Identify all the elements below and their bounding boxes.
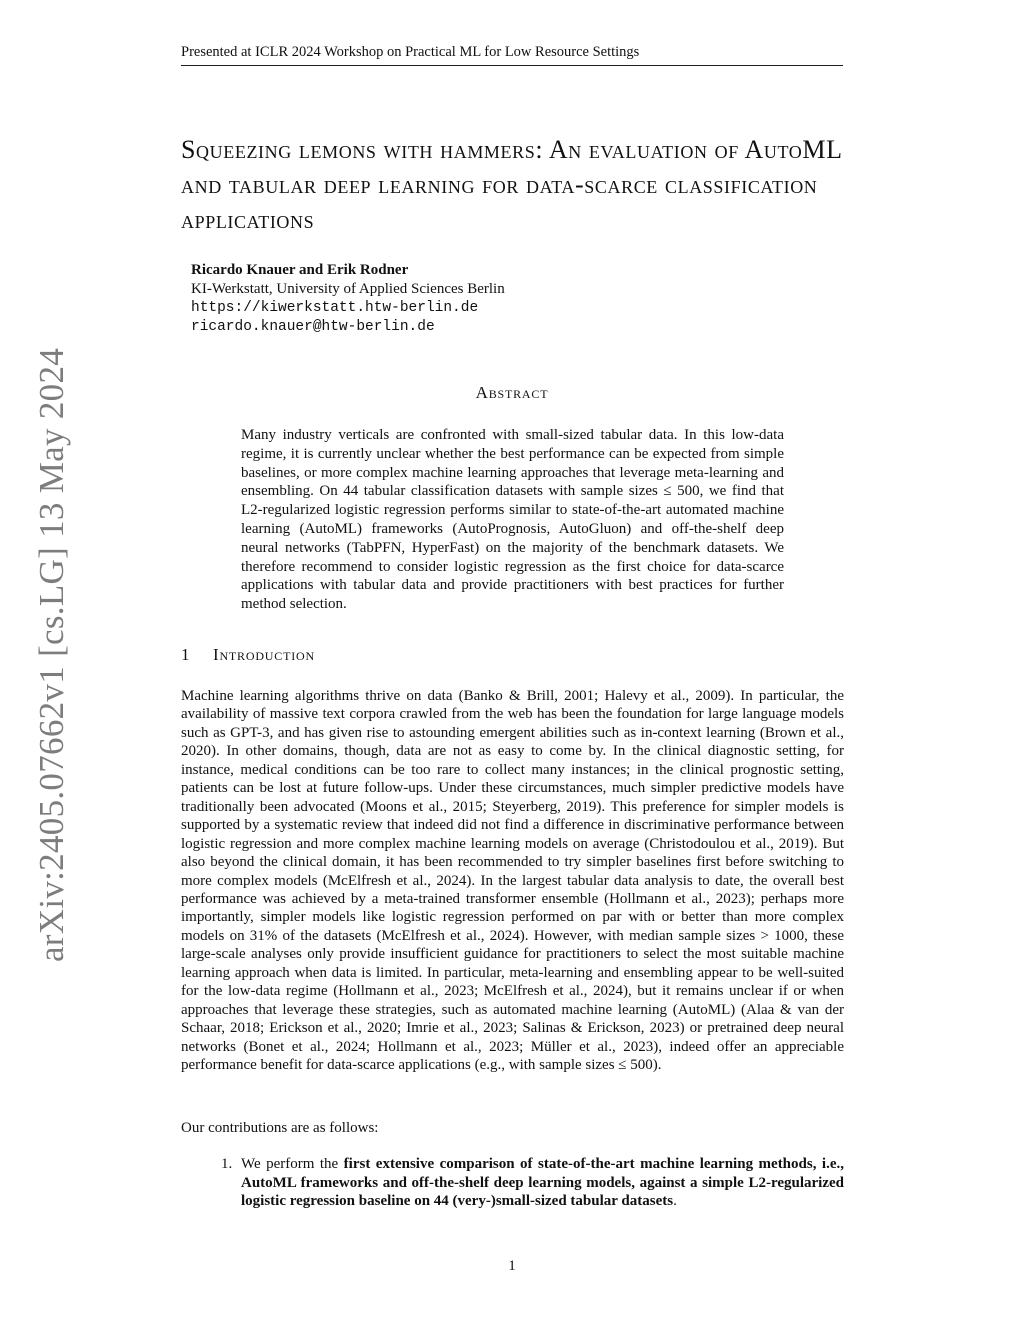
paper-title: Squeezing lemons with hammers: An evaluation of AutoML and tabular deep learning for data-scarce classification applications (181, 135, 842, 234)
list-item-bold-text: first extensive comparison of state-of-the-art machine learning methods, i.e., AutoML frameworks and off-the-shelf deep learning models, against a simple L2-regularized logistic regression baseline on 44 (very-)small-sized tabular datasets (241, 1156, 845, 1209)
author-url[interactable]: https://kiwerkstatt.htw-berlin.de (191, 300, 479, 316)
running-head: Presented at ICLR 2024 Workshop on Practical ML for Low Resource Settings (181, 44, 843, 66)
introduction-paragraph: Machine learning algorithms thrive on data (Banko & Brill, 2001; Halevy et al., 2009). In particular, the availability of massive text corpora crawled from the web has been the foundation for large language models such as GPT-3, and has given rise to astounding emergent abilities such as in-context learning (Brown et al., 2020). In other domains, though, data are not as easy to come by. In the clinical diagnostic setting, for instance, medical conditions can be too rare to collect many instances; in the clinical prognostic setting, patients can be lost at future follow-ups. Under these circumstances, much simpler predictive models have traditionally been advocated (Moons et al., 2015; Steyerberg, 2019). This preference for simpler models is supported by a systematic review that indeed did not find a difference in discriminative performance between logistic regression and more complex machine learning models on average (Christodoulou et al., 2019). But also beyond the clinical domain, it has been recommended to try simpler baselines first before switching to more complex models (McElfresh et al., 2024). In the largest tabular data analysis to date, the overall best performance was achieved by a meta-trained transformer ensemble (Hollmann et al., 2023); perhaps more importantly, simpler models like logistic regression performed on par with or better than more complex models on 31% of the datasets (McElfresh et al., 2024). However, with median sample sizes > 1000, these large-scale analyses only provide insufficient guidance for practitioners to select the most suitable machine learning approach when data is limited. In particular, meta-learning and ensembling appear to be well-suited for the low-data regime (Hollmann et al., 2023; McElfresh et al., 2024), but it remains unclear if or when approaches that leverage these strategies, such as automated machine learning (AutoML) (Alaa & van der Schaar, 2018; Erickson et al., 2020; Imrie et al., 2023; Salinas & Erickson, 2023) or pretrained deep neural networks (Bonet et al., 2024; Hollmann et al., 2023; Müller et al., 2023), indeed offer an appreciable performance benefit for data-scarce applications (e.g., with sample sizes ≤ 500). (181, 688, 844, 1074)
contributions-list (221, 1155, 844, 1211)
list-item (221, 1155, 844, 1211)
abstract-text: Many industry verticals are confronted with small-sized tabular data. In this low-data regime, it is currently unclear whether the best performance can be expected from simple baselines, or more complex machine learning approaches that leverage meta-learning and ensembling. On 44 tabular classification datasets with sample sizes ≤ 500, we find that L2-regularized logistic regression performs similar to state-of-the-art automated machine learning (AutoML) frameworks (AutoPrognosis, AutoGluon) and off-the-shelf deep neural networks (TabPFN, HyperFast) on the majority of the benchmark datasets. We therefore recommend to consider logistic regression as the first choice for data-scarce applications with tabular data and provide practitioners with best practices for further method selection. (241, 427, 784, 613)
author-block (191, 261, 505, 337)
page-number: 1 (508, 1258, 516, 1274)
list-item-marker: 1. (221, 1156, 233, 1172)
author-email[interactable]: ricardo.knauer@htw-berlin.de (191, 319, 435, 335)
section-title: Introduction (213, 645, 315, 664)
list-item-text: We perform the (241, 1156, 344, 1172)
author-names: Ricardo Knauer and Erik Rodner (191, 262, 409, 278)
section-heading-introduction (181, 645, 315, 665)
author-affiliation: KI-Werkstatt, University of Applied Sciences Berlin (191, 281, 505, 297)
contributions-lead: Our contributions are as follows: (181, 1120, 379, 1136)
list-item-suffix: . (673, 1193, 677, 1209)
abstract-heading: Abstract (475, 383, 549, 402)
arxiv-identifier-stamp: arXiv:2405.07662v1 [cs.LG] 13 May 2024 (32, 347, 71, 963)
section-number: 1 (181, 645, 191, 664)
